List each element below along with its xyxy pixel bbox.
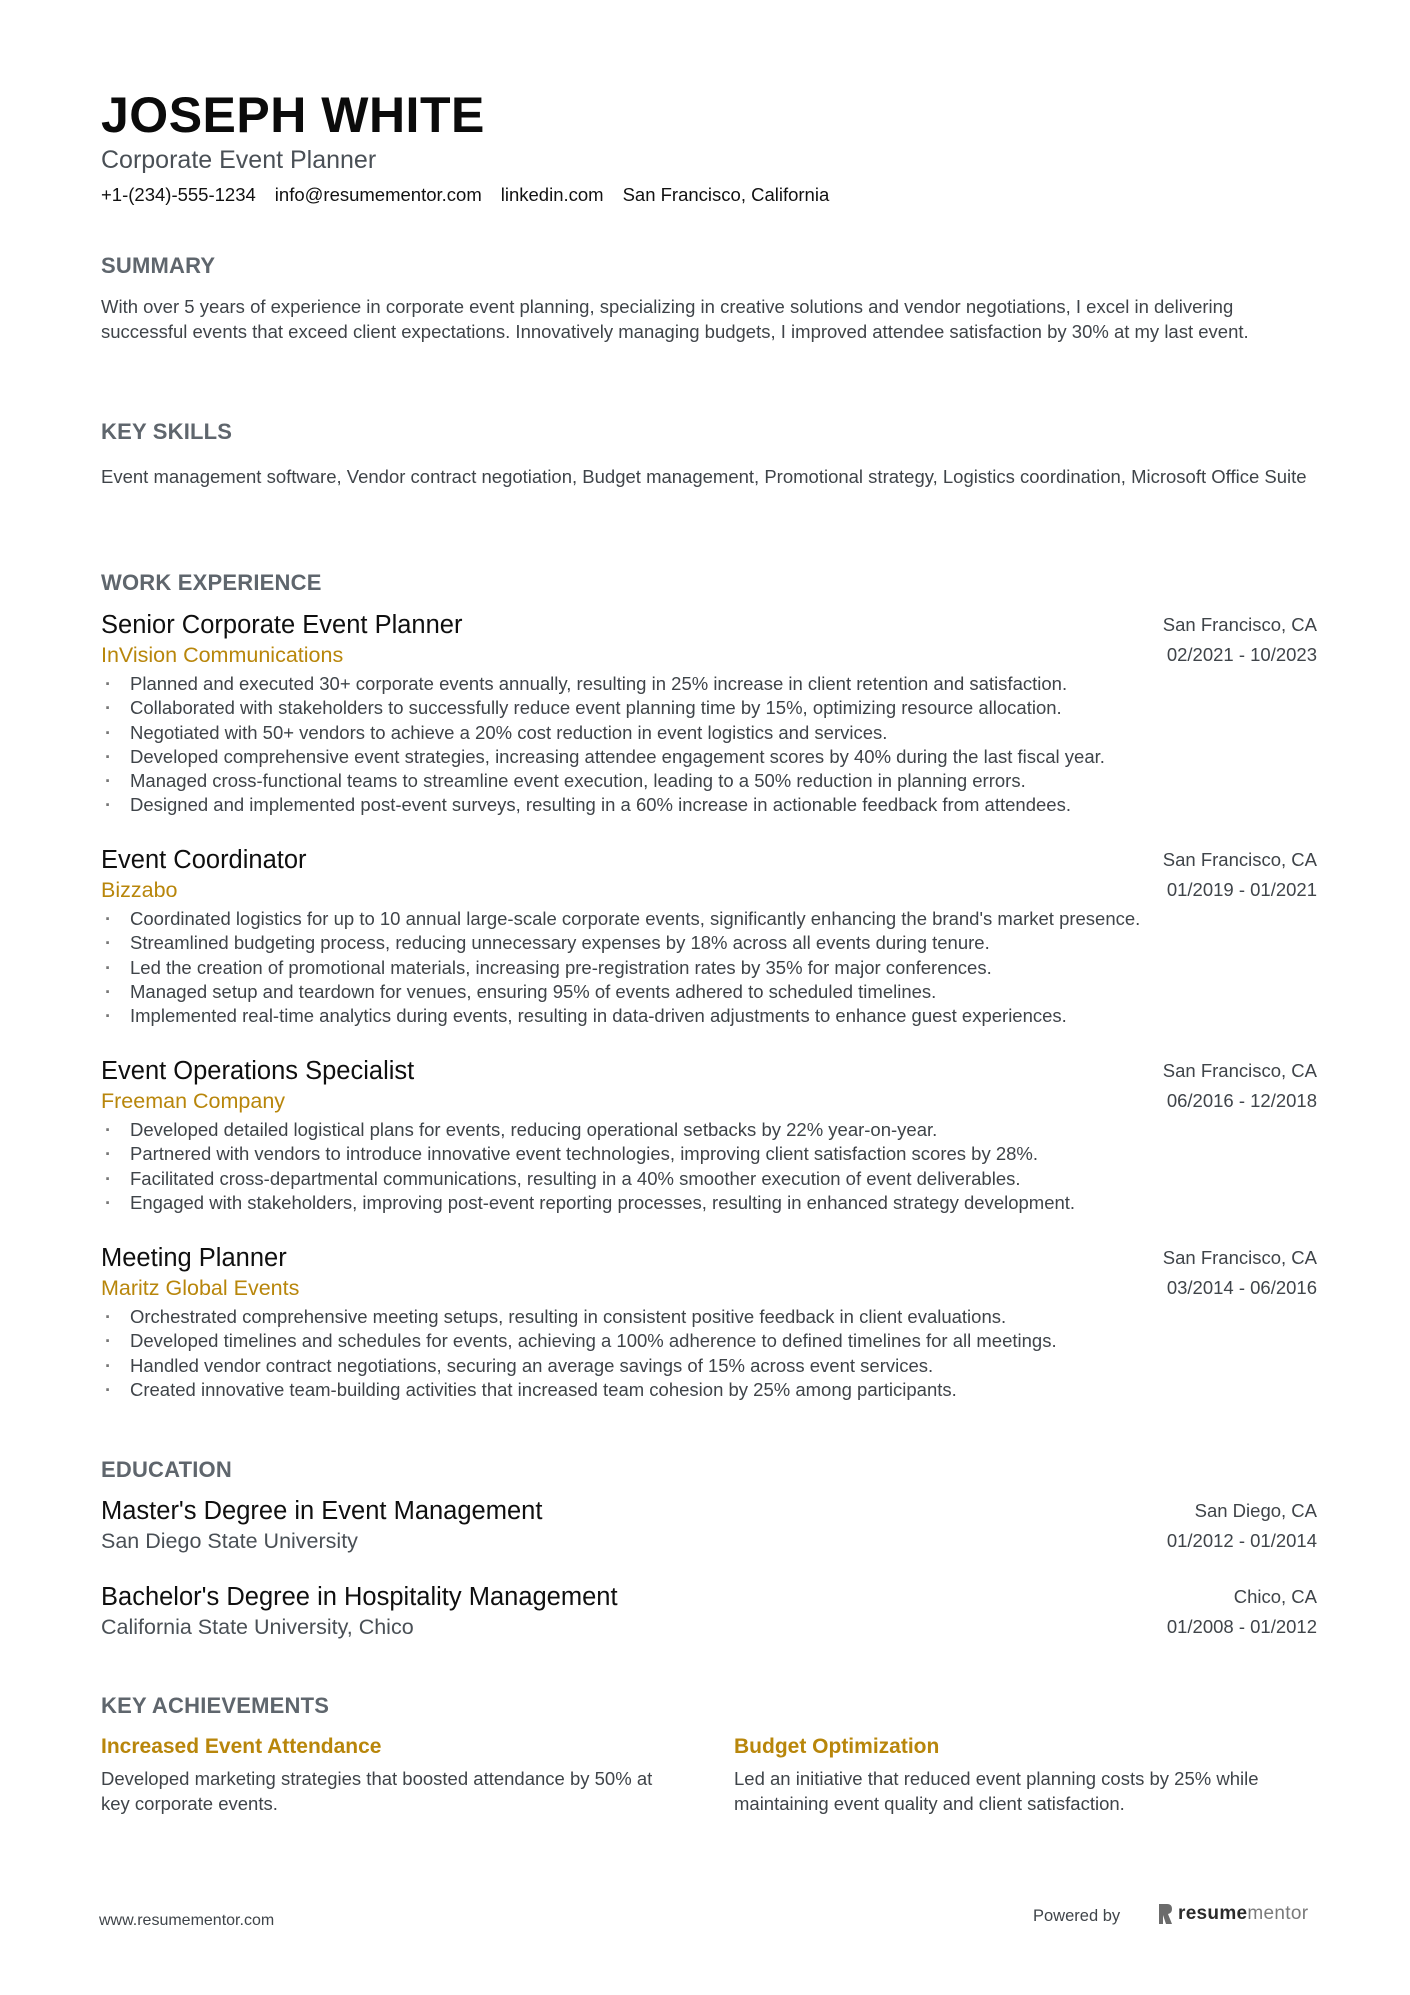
edu-meta: [1167, 1582, 1317, 1642]
resumementor-logo-icon: [1157, 1903, 1173, 1925]
job-location: San Francisco, CA: [1162, 1060, 1317, 1081]
job-bullets: [101, 1118, 1317, 1215]
job-company: Freeman Company: [101, 1089, 286, 1113]
bullet-item: · Collaborated with stakeholders to successfully reduce event planning time by 15%, optimizing resource allocation.: [101, 696, 1317, 720]
job-entry: [101, 1056, 1317, 1215]
bullet-item: · Developed detailed logistical plans for events, reducing operational setbacks by 22% year-on-year.: [101, 1118, 1317, 1142]
edu-dates: 01/2012 - 01/2014: [1166, 1530, 1317, 1551]
bullet-item: · Developed timelines and schedules for events, achieving a 100% adherence to defined timelines for all meetings.: [101, 1329, 1317, 1353]
contact-phone[interactable]: +1-(234)-555-1234: [101, 184, 256, 205]
job-dates: 06/2016 - 12/2018: [1166, 1090, 1317, 1111]
brand-logo[interactable]: [1157, 1903, 1308, 1925]
job-bullets: [101, 672, 1317, 818]
skills-heading: KEY SKILLS: [101, 419, 233, 444]
job-entry: [101, 610, 1317, 818]
job-location: San Francisco, CA: [1162, 849, 1317, 870]
skills-text: Event management software, Vendor contract negotiation, Budget management, Promotional strategy, Logistics coordination, Microsoft Office Suite: [101, 466, 1307, 487]
edu-school: San Diego State University: [101, 1529, 358, 1553]
bullet-item: · Coordinated logistics for up to 10 annual large-scale corporate events, significantly enhancing the brand's market presence.: [101, 907, 1317, 931]
achievement-item: [734, 1733, 1294, 1816]
bullet-item: · Orchestrated comprehensive meeting setups, resulting in consistent positive feedback in client evaluations.: [101, 1305, 1317, 1329]
contact-linkedin[interactable]: linkedin.com: [500, 184, 604, 205]
candidate-name: JOSEPH WHITE: [101, 87, 485, 143]
summary-heading: SUMMARY: [101, 253, 216, 278]
edu-school: California State University, Chico: [101, 1615, 414, 1639]
footer-url[interactable]: www.resumementor.com: [99, 1912, 275, 1929]
education-entry: [101, 1582, 1317, 1642]
bullet-item: · Implemented real-time analytics during events, resulting in data-driven adjustments to enhance guest experiences.: [101, 1004, 1317, 1028]
job-meta: [1163, 610, 1317, 670]
contact-location: San Francisco, California: [622, 184, 830, 205]
edu-location: Chico, CA: [1233, 1586, 1317, 1607]
bullet-item: · Managed setup and teardown for venues, ensuring 95% of events adhered to scheduled timelines.: [101, 980, 1317, 1004]
job-title: Senior Corporate Event Planner: [101, 611, 463, 639]
bullet-item: · Handled vendor contract negotiations, securing an average savings of 15% across event services.: [101, 1354, 1317, 1378]
edu-degree: Bachelor's Degree in Hospitality Management: [101, 1583, 618, 1611]
summary-text: With over 5 years of experience in corporate event planning, specializing in creative solutions and vendor negotiations, I excel in delivering successful events that exceed client expectations. Innovatively managing budgets, I improved attendee satisfaction by 30% at my last event.: [101, 296, 1249, 342]
job-title: Meeting Planner: [101, 1244, 287, 1272]
job-meta: [1163, 1056, 1317, 1116]
job-company: Maritz Global Events: [101, 1276, 300, 1300]
job-dates: 01/2019 - 01/2021: [1166, 879, 1317, 900]
job-location: San Francisco, CA: [1162, 614, 1317, 635]
job-dates: 03/2014 - 06/2016: [1166, 1277, 1317, 1298]
achievement-title: Budget Optimization: [734, 1735, 940, 1758]
achievement-item: [101, 1733, 661, 1816]
edu-location: San Diego, CA: [1194, 1500, 1317, 1521]
bullet-item: · Partnered with vendors to introduce innovative event technologies, improving client satisfaction scores by 28%.: [101, 1142, 1317, 1166]
achievements-heading: KEY ACHIEVEMENTS: [101, 1693, 330, 1718]
education-entry: [101, 1496, 1317, 1556]
bullet-item: · Negotiated with 50+ vendors to achieve a 20% cost reduction in event logistics and services.: [101, 721, 1317, 745]
job-entry: [101, 1243, 1317, 1402]
edu-degree: Master's Degree in Event Management: [101, 1497, 543, 1525]
achievement-desc: Developed marketing strategies that boosted attendance by 50% at key corporate events.: [101, 1768, 653, 1814]
edu-dates: 01/2008 - 01/2012: [1166, 1616, 1317, 1637]
bullet-item: · Managed cross-functional teams to streamline event execution, leading to a 50% reduction in planning errors.: [101, 769, 1317, 793]
job-bullets: [101, 1305, 1317, 1402]
job-company: InVision Communications: [101, 643, 344, 667]
job-title: Event Coordinator: [101, 846, 307, 874]
bullet-item: · Created innovative team-building activities that increased team cohesion by 25% among participants.: [101, 1378, 1317, 1402]
contact-info: [101, 184, 829, 206]
achievement-title: Increased Event Attendance: [101, 1735, 382, 1758]
job-location: San Francisco, CA: [1162, 1247, 1317, 1268]
achievement-desc: Led an initiative that reduced event planning costs by 25% while maintaining event quality and client satisfaction.: [734, 1768, 1259, 1814]
edu-meta: [1167, 1496, 1317, 1556]
powered-by-label: Powered by: [1033, 1907, 1121, 1925]
job-bullets: [101, 907, 1317, 1028]
job-entry: [101, 845, 1317, 1028]
candidate-title: Corporate Event Planner: [101, 146, 377, 174]
job-meta: [1163, 1243, 1317, 1303]
bullet-item: · Engaged with stakeholders, improving post-event reporting processes, resulting in enhanced strategy development.: [101, 1191, 1317, 1215]
contact-email[interactable]: info@resumementor.com: [274, 184, 482, 205]
job-meta: [1163, 845, 1317, 905]
bullet-item: · Planned and executed 30+ corporate events annually, resulting in 25% increase in client retention and satisfaction.: [101, 672, 1317, 696]
education-heading: EDUCATION: [101, 1457, 232, 1482]
job-title: Event Operations Specialist: [101, 1057, 415, 1085]
experience-heading: WORK EXPERIENCE: [101, 570, 322, 595]
bullet-item: · Designed and implemented post-event surveys, resulting in a 60% increase in actionable feedback from attendees.: [101, 793, 1317, 817]
bullet-item: · Developed comprehensive event strategies, increasing attendee engagement scores by 40% during the last fiscal year.: [101, 745, 1317, 769]
bullet-item: · Streamlined budgeting process, reducing unnecessary expenses by 18% across all events during tenure.: [101, 931, 1317, 955]
bullet-item: · Facilitated cross-departmental communications, resulting in a 40% smoother execution of event deliverables.: [101, 1167, 1317, 1191]
bullet-item: · Led the creation of promotional materials, increasing pre-registration rates by 35% for major conferences.: [101, 956, 1317, 980]
brand-wordmark: resumementor: [1178, 1903, 1309, 1924]
job-company: Bizzabo: [101, 878, 178, 902]
job-dates: 02/2021 - 10/2023: [1166, 644, 1317, 665]
